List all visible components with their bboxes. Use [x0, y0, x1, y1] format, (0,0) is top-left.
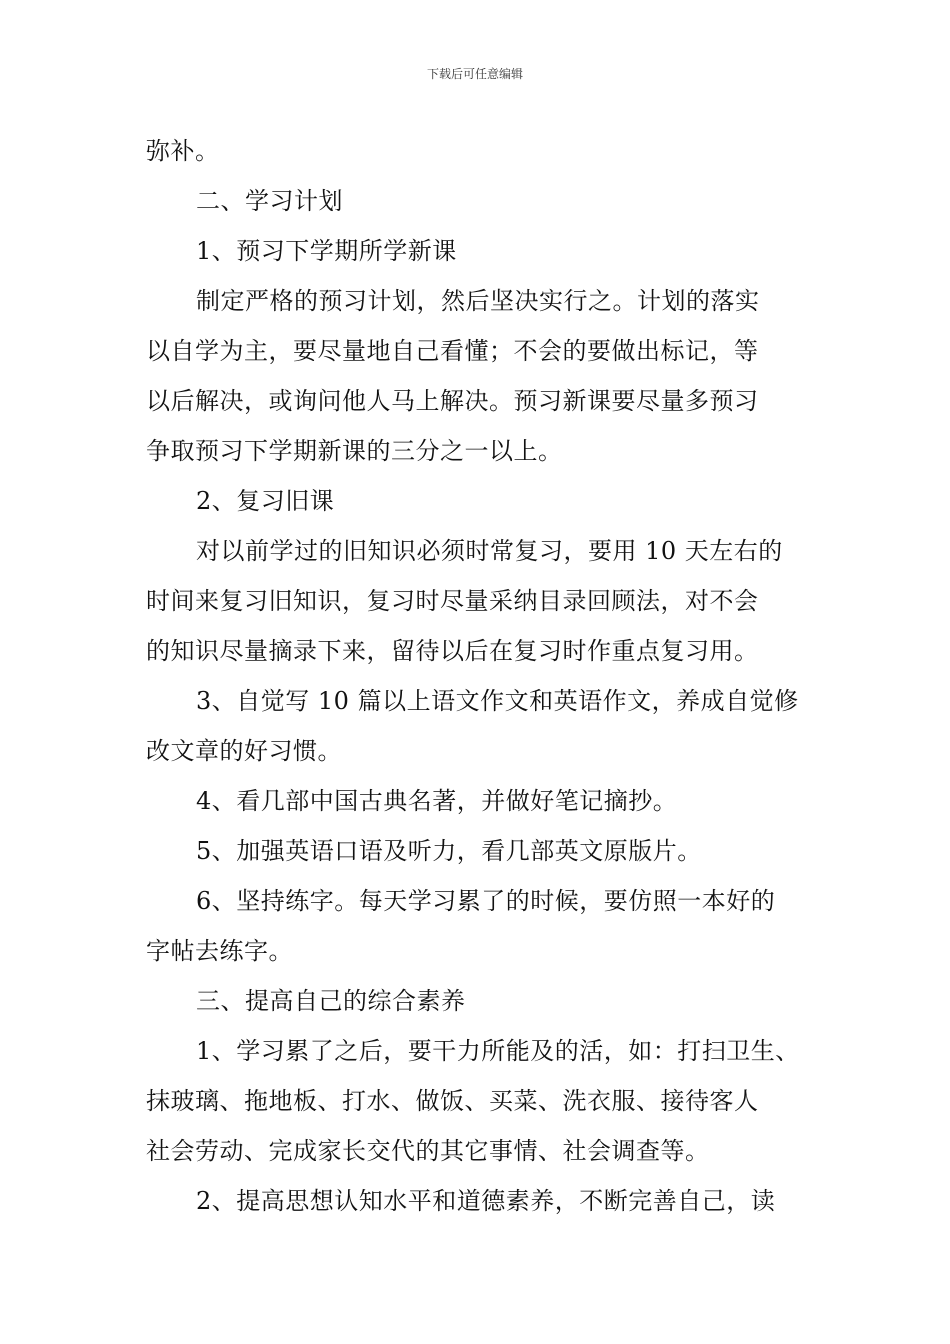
list-item: 1、学习累了之后，要干力所能及的活，如：打扫卫生、	[196, 1037, 800, 1065]
list-item-heading: 2、复习旧课	[196, 487, 335, 515]
text-line: 改文章的好习惯。	[146, 737, 342, 765]
text-line: 字帖去练字。	[146, 937, 293, 965]
text-line: 弥补。	[146, 137, 220, 165]
list-item: 4、看几部中国古典名著，并做好笔记摘抄。	[196, 787, 678, 815]
list-item: 2、提高思想认知水平和道德素养，不断完善自己，读	[196, 1187, 776, 1215]
section-heading: 二、学习计划	[196, 187, 343, 215]
page-header: 下载后可任意编辑	[426, 67, 523, 81]
text-line: 以自学为主，要尽量地自己看懂；不会的要做出标记，等	[146, 337, 759, 365]
text-line: 的知识尽量摘录下来，留待以后在复习时作重点复习用。	[146, 637, 759, 665]
text-line: 制定严格的预习计划，然后坚决实行之。计划的落实	[196, 287, 760, 315]
text-line: 争取预习下学期新课的三分之一以上。	[146, 437, 563, 465]
text-line: 社会劳动、完成家长交代的其它事情、社会调查等。	[146, 1137, 710, 1165]
document-body	[146, 126, 811, 1226]
text-line: 以后解决，或询问他人马上解决。预习新课要尽量多预习	[146, 387, 759, 415]
list-item: 6、坚持练字。每天学习累了的时候，要仿照一本好的	[196, 887, 776, 915]
list-item: 5、加强英语口语及听力，看几部英文原版片。	[196, 837, 702, 865]
section-heading: 三、提高自己的综合素养	[196, 987, 466, 1015]
text-line: 对以前学过的旧知识必须时常复习，要用 10 天左右的	[196, 537, 783, 565]
list-item-heading: 1、预习下学期所学新课	[196, 237, 457, 265]
list-item: 3、自觉写 10 篇以上语文作文和英语作文，养成自觉修	[196, 687, 799, 715]
text-line: 时间来复习旧知识，复习时尽量采纳目录回顾法，对不会	[146, 587, 759, 615]
text-line: 抹玻璃、拖地板、打水、做饭、买菜、洗衣服、接待客人	[146, 1087, 759, 1115]
